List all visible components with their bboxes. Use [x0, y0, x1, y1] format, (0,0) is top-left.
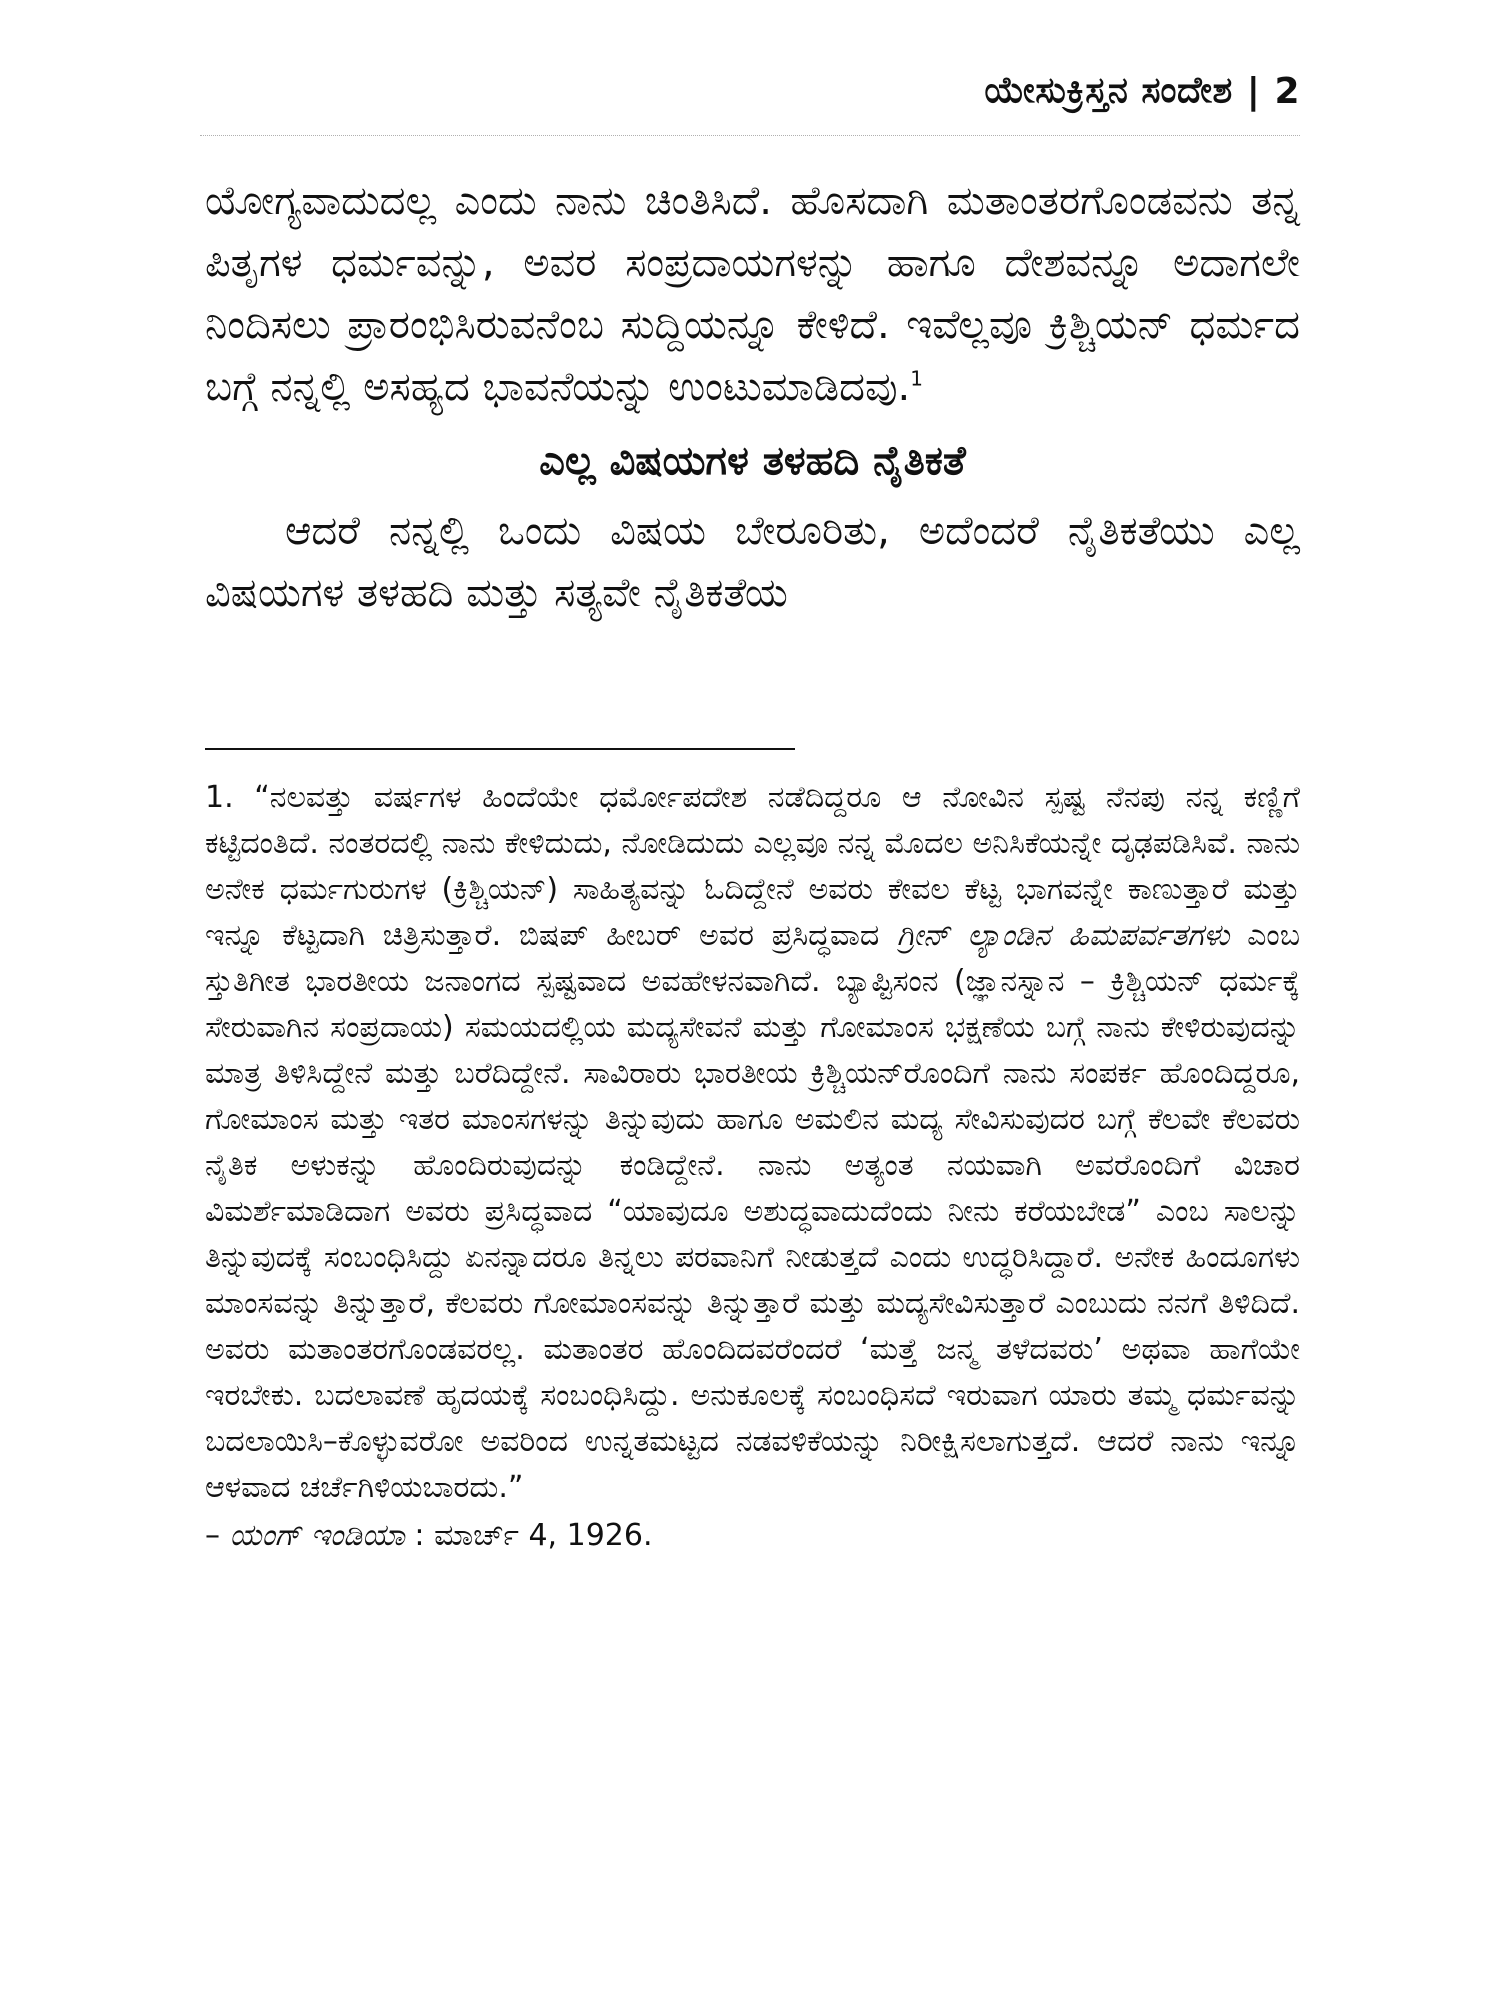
footnote-text-part-2: ಎಂಬ ಸ್ತುತಿಗೀತ ಭಾರತೀಯ ಜನಾಂಗದ ಸ್ಪಷ್ಟವಾದ ಅವಹೇಳನವಾಗಿದೆ. ಬ್ಯಾಪ್ಟಿಸಂನ (ಜ್ಞಾನಸ್ನಾನ – ಕ್ರಿಶ್ಚಿಯನ್ ಧರ್ಮಕ್ಕೆ ಸೇರುವಾಗಿನ ಸಂಪ್ರದಾಯ) ಸಮಯದಲ್ಲಿಯ ಮದ್ಯಸೇವನೆ ಮತ್ತು ಗೋಮಾಂಸ ಭಕ್ಷಣೆಯ ಬಗ್ಗೆ ನಾನು ಕೇಳಿರುವುದನ್ನು ಮಾತ್ರ ತಿಳಿಸಿದ್ದೇನೆ ಮತ್ತು ಬರೆದಿದ್ದೇನೆ. ಸಾವಿರಾರು ಭಾರತೀಯ ಕ್ರಿಶ್ಚಿಯನ್‌ರೊಂದಿಗೆ ನಾನು ಸಂಪರ್ಕ ಹೊಂದಿದ್ದರೂ, ಗೋಮಾಂಸ ಮತ್ತು ಇತರ ಮಾಂಸಗಳನ್ನು ತಿನ್ನುವುದು ಹಾಗೂ ಅಮಲಿನ ಮದ್ಯ ಸೇವಿಸುವುದರ ಬಗ್ಗೆ ಕೆಲವೇ ಕೆಲವರು ನೈತಿಕ ಅಳುಕನ್ನು ಹೊಂದಿರುವುದನ್ನು ಕಂಡಿದ್ದೇನೆ. ನಾನು ಅತ್ಯಂತ ನಯವಾಗಿ ಅವರೊಂದಿಗೆ ವಿಚಾರ ವಿಮರ್ಶೆಮಾಡಿದಾಗ ಅವರು ಪ್ರಸಿದ್ಧವಾದ “ಯಾವುದೂ ಅಶುದ್ಧವಾದುದೆಂದು ನೀನು ಕರೆಯಬೇಡ” ಎಂಬ ಸಾಲನ್ನು ತಿನ್ನುವುದಕ್ಕೆ ಸಂಬಂಧಿಸಿದ್ದು ಏನನ್ನಾದರೂ ತಿನ್ನಲು ಪರವಾನಿಗೆ ನೀಡುತ್ತದೆ ಎಂದು ಉದ್ಧರಿಸಿದ್ದಾರೆ. ಅನೇಕ ಹಿಂದೂಗಳು ಮಾಂಸವನ್ನು ತಿನ್ನುತ್ತಾರೆ, ಕೆಲವರು ಗೋಮಾಂಸವನ್ನು ತಿನ್ನುತ್ತಾರೆ ಮತ್ತು ಮದ್ಯಸೇವಿಸುತ್ತಾರೆ ಎಂಬುದು ನನಗೆ ತಿಳಿದಿದೆ. ಅವರು ಮತಾಂತರಗೊಂಡವರಲ್ಲ. ಮತಾಂತರ ಹೊಂದಿದವರೆಂದರೆ ‘ಮತ್ತೆ ಜನ್ಮ ತಳೆದವರು’ ಅಥವಾ ಹಾಗೆಯೇ ಇರಬೇಕು. ಬದಲಾವಣೆ ಹೃದಯಕ್ಕೆ ಸಂಬಂಧಿಸಿದ್ದು. ಅನುಕೂಲಕ್ಕೆ ಸಂಬಂಧಿಸದೆ ಇರುವಾಗ ಯಾರು ತಮ್ಮ ಧರ್ಮವನ್ನು ಬದಲಾಯಿಸಿ–ಕೊಳ್ಳುವರೋ ಅವರಿಂದ ಉನ್ನತಮಟ್ಟದ ನಡವಳಿಕೆಯನ್ನು ನಿರೀಕ್ಷಿಸಲಾಗುತ್ತದೆ. ಆದರೆ ನಾನು ಇನ್ನೂ ಆಳವಾದ ಚರ್ಚೆಗಿಳಿಯಬಾರದು.” — [205, 918, 1301, 1505]
footnote-number: 1. — [205, 780, 234, 815]
footnote-divider — [205, 748, 795, 750]
footnote-source — [205, 1513, 1300, 1559]
source-dash: – — [205, 1518, 220, 1553]
header-separator: | — [1246, 70, 1261, 112]
footnote — [205, 775, 1300, 1559]
footnote-text — [205, 775, 1300, 1511]
footnote-italic-title: ಗ್ರೀನ್ ಲ್ಯಾಂಡಿನ ಹಿಮಪರ್ವತಗಳು — [896, 918, 1230, 953]
header-divider — [200, 135, 1300, 136]
page-number: 2 — [1274, 70, 1300, 112]
running-header — [984, 70, 1300, 112]
section-heading: ಎಲ್ಲ ವಿಷಯಗಳ ತಳಹದಿ ನೈತಿಕತೆ — [539, 438, 966, 484]
footnote-reference: 1 — [910, 366, 923, 391]
paragraph-2: ಆದರೆ ನನ್ನಲ್ಲಿ ಒಂದು ವಿಷಯ ಬೇರೂರಿತು, ಅದೆಂದರೆ ನೈತಿಕತೆಯು ಎಲ್ಲ ವಿಷಯಗಳ ತಳಹದಿ ಮತ್ತು ಸತ್ಯವೇ ನೈತಿಕತೆಯ — [205, 508, 1300, 616]
paragraph-1-text: ಯೋಗ್ಯವಾದುದಲ್ಲ ಎಂದು ನಾನು ಚಿಂತಿಸಿದೆ. ಹೊಸದಾಗಿ ಮತಾಂತರಗೊಂಡವನು ತನ್ನ ಪಿತೃಗಳ ಧರ್ಮವನ್ನು, ಅವರ ಸಂಪ್ರದಾಯಗಳನ್ನು ಹಾಗೂ ದೇಶವನ್ನೂ ಅದಾಗಲೇ ನಿಂದಿಸಲು ಪ್ರಾರಂಭಿಸಿರುವನೆಂಬ ಸುದ್ದಿಯನ್ನೂ ಕೇಳಿದೆ. ಇವೆಲ್ಲವೂ ಕ್ರಿಶ್ಚಿಯನ್ ಧರ್ಮದ ಬಗ್ಗೆ ನನ್ನಲ್ಲಿ ಅಸಹ್ಯದ ಭಾವನೆಯನ್ನು ಉಂಟುಮಾಡಿದವು. — [205, 178, 1300, 410]
source-date: : ಮಾರ್ಚ್ 4, 1926. — [414, 1518, 653, 1553]
footnote-text-part-1: “ನಲವತ್ತು ವರ್ಷಗಳ ಹಿಂದೆಯೇ ಧರ್ಮೋಪದೇಶ ನಡೆದಿದ್ದರೂ ಆ ನೋವಿನ ಸ್ಪಷ್ಟ ನೆನಪು ನನ್ನ ಕಣ್ಣಿಗೆ ಕಟ್ಟಿದಂತಿದೆ. ನಂತರದಲ್ಲಿ ನಾನು ಕೇಳಿದುದು, ನೋಡಿದುದು ಎಲ್ಲವೂ ನನ್ನ ಮೊದಲ ಅನಿಸಿಕೆಯನ್ನೇ ದೃಢಪಡಿಸಿವೆ. ನಾನು ಅನೇಕ ಧರ್ಮಗುರುಗಳ (ಕ್ರಿಶ್ಚಿಯನ್) ಸಾಹಿತ್ಯವನ್ನು ಓದಿದ್ದೇನೆ ಅವರು ಕೇವಲ ಕೆಟ್ಟ ಭಾಗವನ್ನೇ ಕಾಣುತ್ತಾರೆ ಮತ್ತು ಇನ್ನೂ ಕೆಟ್ಟದಾಗಿ ಚಿತ್ರಿಸುತ್ತಾರೆ. ಬಿಷಪ್ ಹೀಬರ್ ಅವರ ಪ್ರಸಿದ್ಧವಾದ — [205, 780, 1300, 953]
header-title: ಯೇಸುಕ್ರಿಸ್ತನ ಸಂದೇಶ — [984, 70, 1233, 111]
main-text — [205, 170, 1300, 624]
source-title: ಯಂಗ್ ಇಂಡಿಯಾ — [229, 1518, 405, 1553]
paragraph-1 — [205, 170, 1300, 418]
